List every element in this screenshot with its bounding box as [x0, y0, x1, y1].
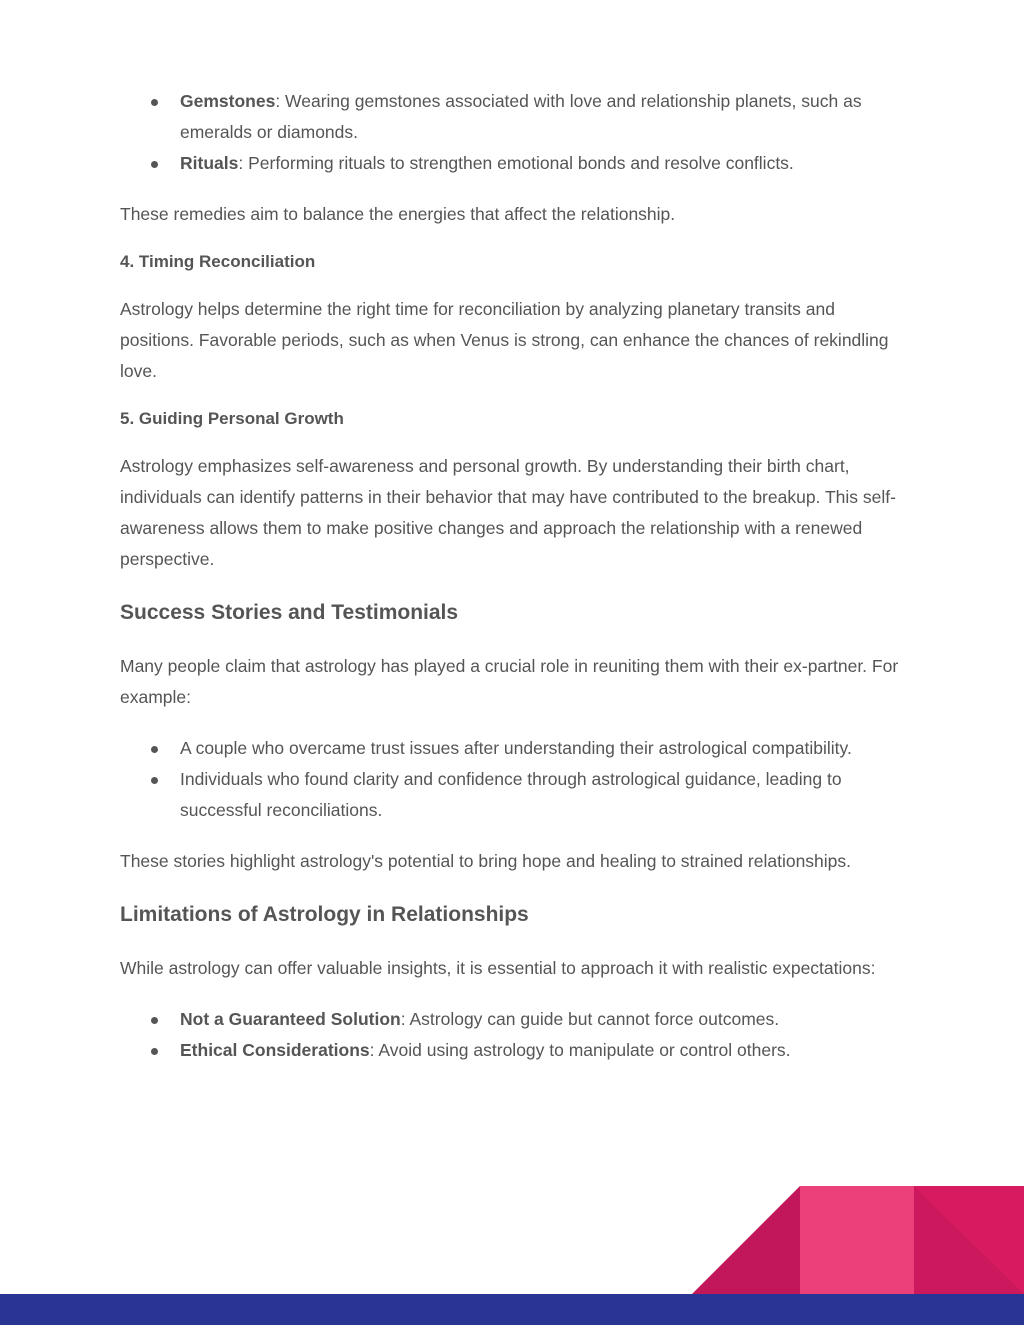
list-item-term: Ethical Considerations	[180, 1040, 370, 1060]
timing-paragraph: Astrology helps determine the right time for reconciliation by analyzing planetary transits and positions. Favorable periods, such as when Venus is strong, can enhance the chances of rekindling love.	[120, 299, 889, 381]
list-item-text: : Wearing gemstones associated with love and relationship planets, such as emeralds or diamonds.	[180, 91, 862, 142]
list-item	[180, 1004, 910, 1035]
timing-heading: 4. Timing Reconciliation	[120, 252, 316, 271]
list-item-term: Not a Guaranteed Solution	[180, 1009, 401, 1029]
list-item	[180, 1035, 910, 1066]
list-item: Individuals who found clarity and confidence through astrological guidance, leading to successful reconciliations.	[180, 764, 910, 826]
list-item-term: Gemstones	[180, 91, 276, 111]
page-content	[120, 86, 910, 1066]
list-item	[180, 86, 910, 148]
footer-bar	[0, 1294, 1024, 1325]
list-item-term: Rituals	[180, 153, 239, 173]
success-summary: These stories highlight astrology's potential to bring hope and healing to strained relationships.	[120, 851, 852, 871]
remedies-summary: These remedies aim to balance the energies that affect the relationship.	[120, 204, 676, 224]
success-list	[120, 733, 910, 826]
list-item-text: : Avoid using astrology to manipulate or control others.	[369, 1040, 791, 1060]
growth-paragraph: Astrology emphasizes self-awareness and personal growth. By understanding their birth chart, individuals can identify patterns in their behavior that may have contributed to the breakup. This self-awareness allows them to make positive changes and approach the relationship with a renewed perspective.	[120, 456, 896, 569]
limitations-heading: Limitations of Astrology in Relationships	[120, 903, 529, 926]
list-item-text: : Performing rituals to strengthen emotional bonds and resolve conflicts.	[238, 153, 794, 173]
list-item: A couple who overcame trust issues after understanding their astrological compatibility.	[180, 733, 910, 764]
list-item-text: : Astrology can guide but cannot force outcomes.	[400, 1009, 780, 1029]
success-intro: Many people claim that astrology has played a crucial role in reuniting them with their ex-partner. For example:	[120, 656, 899, 707]
limitations-intro: While astrology can offer valuable insights, it is essential to approach it with realistic expectations:	[120, 958, 876, 978]
list-item	[180, 148, 910, 179]
success-heading: Success Stories and Testimonials	[120, 601, 459, 624]
remedies-list	[120, 86, 910, 179]
limitations-list	[120, 1004, 910, 1066]
growth-heading: 5. Guiding Personal Growth	[120, 409, 344, 428]
